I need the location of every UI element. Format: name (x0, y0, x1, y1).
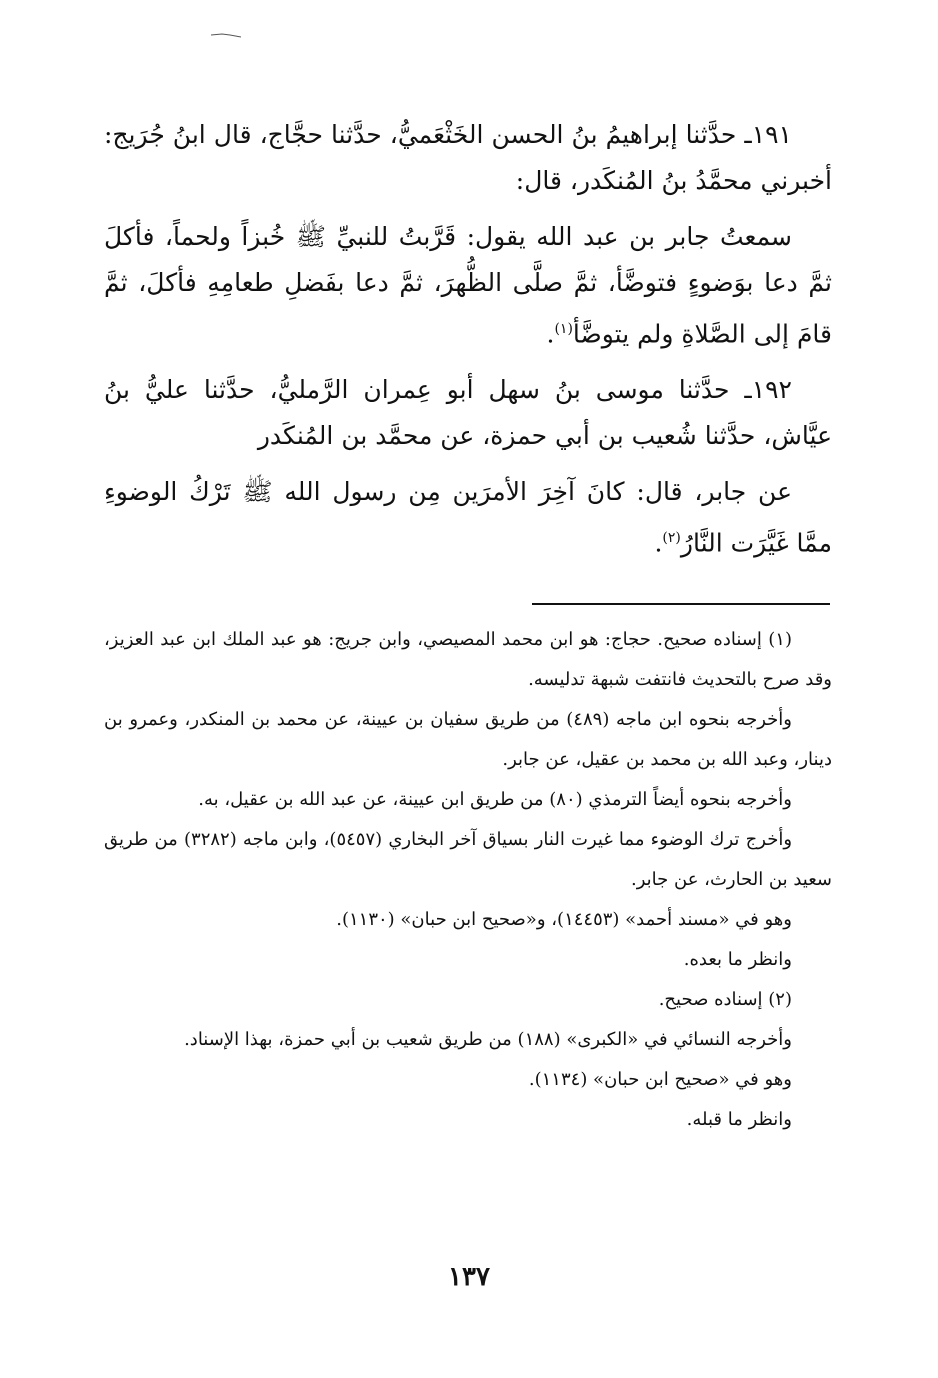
hadith-191-matn-text: سمعتُ جابر بن عبد الله يقول: قَرَّبتُ للنبيِّ ﷺ خُبزاً ولحماً، فأكلَ ثمَّ دعا بوَضوءٍ فتوضَّأ، ثمَّ صلَّى الظُّهرَ، ثمَّ دعا بفَضلِ طعامِهِ فأكلَ، ثمَّ قامَ إلى الصَّلاةِ ولم يتوضَّأ (104, 222, 832, 349)
footnote-1-line-d (104, 820, 832, 900)
hadith-191-matn: سمعتُ جابر بن عبد الله يقول: قَرَّبتُ للنبيِّ ﷺ خُبزاً ولحماً، فأكلَ ثمَّ دعا بوَضوءٍ فتوضَّأ، ثمَّ صلَّى الظُّهرَ، ثمَّ دعا بفَضلِ طعامِهِ فأكلَ، ثمَّ قامَ إلى الصَّلاةِ ولم يتوضَّأ$^{(١)}$. (104, 222, 832, 349)
page-number: ١٣٧ (448, 1262, 490, 1292)
footnote-1-text-b: وأخرجه بنحوه ابن ماجه (٤٨٩) من طريق سفيان بن عيينة، عن محمد بن المنكدر، وعمرو بن دينار، وعبد الله بن محمد بن عقيل، عن جابر. (104, 709, 832, 770)
hadith-192-matn: عن جابر، قال: كانَ آخِرَ الأمرَين مِن رسول الله ﷺ تَرْكُ الوضوءِ ممَّا غَيَّرَت النَّارُ$^{(٢)}$. (104, 477, 832, 558)
footnote-ref-2: (٢) (662, 530, 681, 547)
footnote-ref-1: (١) (554, 321, 573, 337)
footnote-1-line-b (104, 700, 832, 780)
footnote-1-text-d: وأخرج ترك الوضوء مما غيرت النار بسياق آخر البخاري (٥٤٥٧)، وابن ماجه (٣٢٨٢) من طريق سعيد بن الحارث، عن جابر. (104, 829, 832, 890)
footnote-2-text-c: وهو في «صحيح ابن حبان» (١١٣٤). (528, 1069, 792, 1090)
hadith-191-isnad-text: ١٩١ـ حدَّثنا إبراهيمُ بنُ الحسن الخَثْعَميُّ، حدَّثنا حجَّاج، قال ابنُ جُرَيج: أخبرني محمَّدُ بنُ المُنكَدر، قال: (104, 120, 832, 195)
scan-mark (210, 32, 242, 38)
footnote-divider (532, 603, 830, 605)
hadith-192-matn-text: عن جابر، قال: كانَ آخِرَ الأمرَين مِن رسول الله ﷺ تَرْكُ الوضوءِ ممَّا غَيَّرَت النَّارُ (104, 477, 832, 558)
footnote-2-text-a: (٢) إسناده صحيح. (658, 989, 792, 1010)
footnote-1-text-c: وأخرجه بنحوه أيضاً الترمذي (٨٠) من طريق ابن عيينة، عن عبد الله بن عقيل، به. (198, 789, 792, 810)
footnote-1-text-f: وانظر ما بعده. (683, 949, 792, 970)
main-text (104, 112, 832, 577)
footnote-2-line-a (104, 980, 832, 1020)
footnote-2-line-c (104, 1060, 832, 1100)
footnote-2-text-b: وأخرجه النسائي في «الكبرى» (١٨٨) من طريق شعيب بن أبي حمزة، بهذا الإسناد. (184, 1029, 792, 1050)
footnote-1-text-a: (١) إسناده صحيح. حجاج: هو ابن محمد المصيصي، وابن جريج: هو عبد الملك ابن عبد العزيز، وقد صرح بالتحديث فانتفت شبهة تدليسه. (104, 629, 832, 690)
footnotes (104, 620, 832, 1140)
footnote-2-line-d (104, 1100, 832, 1140)
footnote-1-line-f (104, 940, 832, 980)
footnote-1-text-e: وهو في «مسند أحمد» (١٤٤٥٣)، و«صحيح ابن حبان» (١١٣٠). (336, 909, 792, 930)
footnote-1-line-e (104, 900, 832, 940)
hadith-192-isnad (104, 367, 832, 459)
footnote-2-line-b (104, 1020, 832, 1060)
footnote-2-text-d: وانظر ما قبله. (686, 1109, 792, 1130)
hadith-192-isnad-text: ١٩٢ـ حدَّثنا موسى بنُ سهل أبو عِمران الرَّمليُّ، حدَّثنا عليُّ بنُ عيَّاش، حدَّثنا شُعيب بن أبي حمزة، عن محمَّد بن المُنكَدر (104, 375, 832, 451)
footnote-1-line-a (104, 620, 832, 700)
footnote-1-line-c (104, 780, 832, 820)
hadith-191-isnad (104, 112, 832, 204)
